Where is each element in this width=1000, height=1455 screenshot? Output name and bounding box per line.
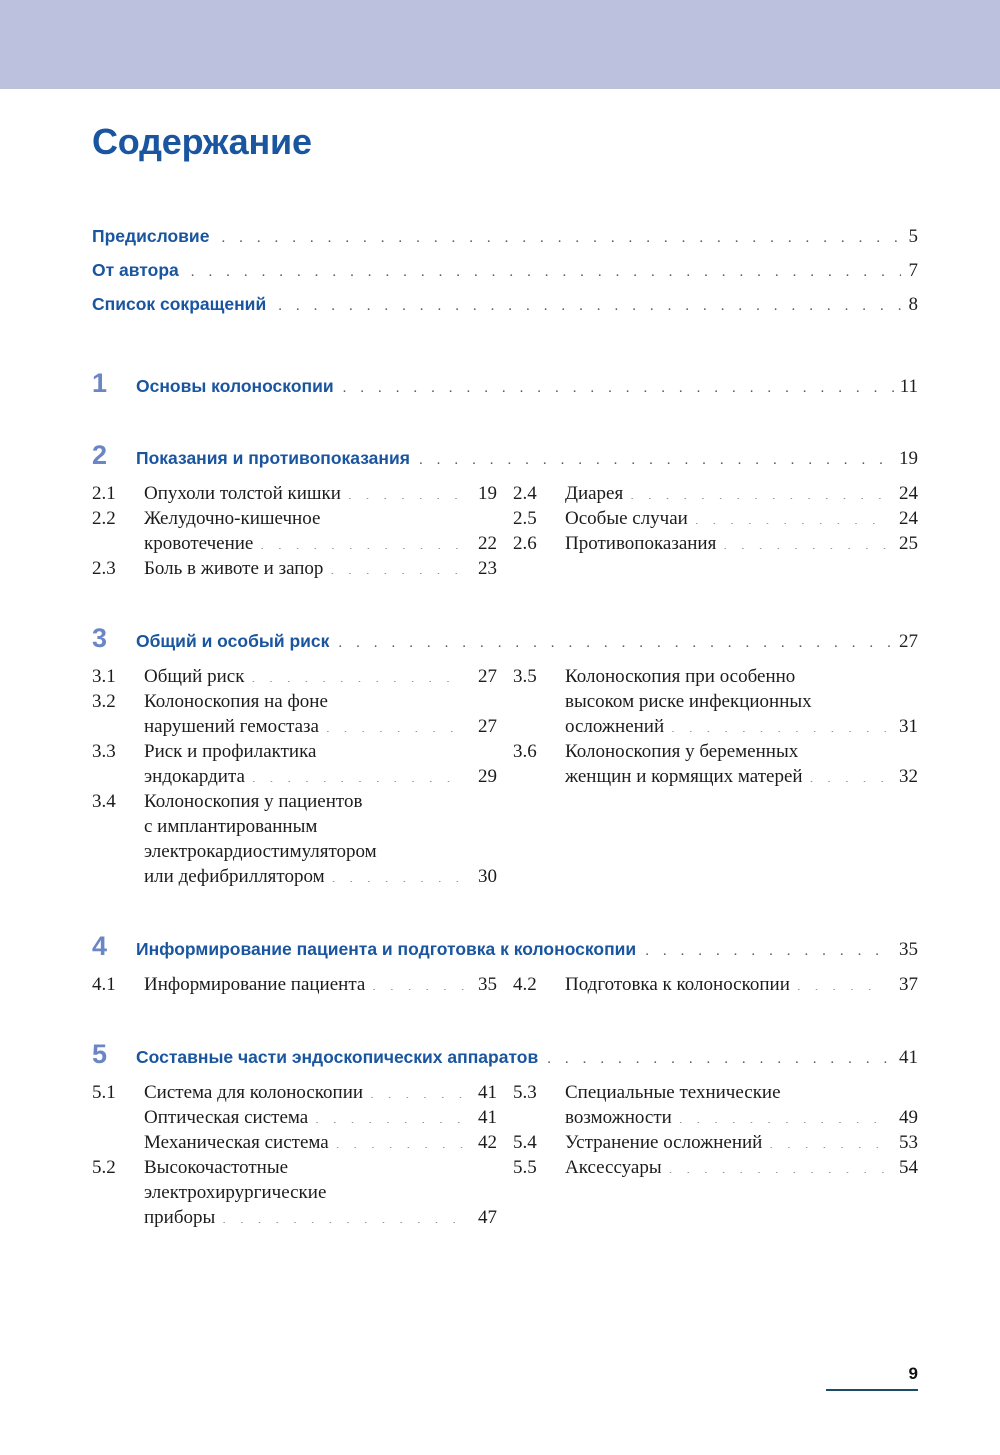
section-title-text: Аксессуары	[565, 1156, 662, 1178]
section-columns	[92, 481, 918, 581]
section-title-text: нарушений гемостаза	[144, 715, 319, 737]
dot-leader	[348, 484, 465, 499]
section-title-line	[565, 739, 918, 764]
section-page-number: 37	[899, 973, 918, 995]
section-title-line	[144, 1155, 497, 1180]
section-title-text: Риск и профилактика	[144, 740, 317, 762]
section-title-text: Устранение осложнений	[565, 1131, 763, 1153]
section-title-line	[144, 1180, 497, 1205]
section-title-text: Колоноскопия у пациентов	[144, 790, 363, 812]
toc-content	[92, 89, 918, 1230]
section-body	[144, 664, 497, 689]
block-gap	[92, 1069, 918, 1080]
section-page-number: 22	[478, 532, 497, 554]
section-body	[144, 972, 497, 997]
chapter-number: 2	[92, 439, 108, 470]
section-number: 5.1	[92, 1081, 116, 1103]
toc-subsection-entry[interactable]	[92, 1130, 497, 1155]
front-matter-label: Предисловие	[92, 225, 210, 246]
section-title-text: Общий риск	[144, 665, 245, 687]
toc-section-entry[interactable]	[92, 1080, 497, 1105]
section-title-line	[144, 839, 497, 864]
block-gap	[92, 398, 918, 442]
dot-leader	[252, 767, 465, 782]
section-title-line	[565, 531, 918, 556]
section-body	[565, 506, 918, 531]
dot-leader	[547, 1051, 894, 1066]
dot-leader	[695, 509, 886, 524]
section-column-right	[513, 481, 918, 581]
section-title-text: электрокардиостимулятором	[144, 840, 377, 862]
dot-leader	[630, 484, 886, 499]
section-body	[144, 739, 497, 789]
section-title-line	[144, 556, 497, 581]
toc-section-entry[interactable]	[513, 1155, 918, 1180]
toc-chapter-entry[interactable]	[92, 439, 918, 470]
toc-section-entry[interactable]	[92, 556, 497, 581]
toc-section-entry[interactable]	[513, 531, 918, 556]
toc-section-entry[interactable]	[513, 1130, 918, 1155]
front-matter-page-number: 5	[908, 225, 918, 247]
chapter-title: Основы колоноскопии	[136, 375, 334, 396]
section-title-text: Специальные технические	[565, 1081, 781, 1103]
toc-section-entry[interactable]	[92, 481, 497, 506]
section-column-left	[92, 1080, 497, 1230]
section-title-line	[565, 1105, 918, 1130]
section-page-number: 41	[478, 1106, 497, 1128]
toc-front-matter-entry[interactable]	[92, 226, 918, 260]
dot-leader	[332, 867, 465, 882]
section-body	[565, 531, 918, 556]
section-page-number: 53	[899, 1131, 918, 1153]
dot-leader	[370, 1083, 465, 1098]
section-number: 5.4	[513, 1131, 537, 1153]
section-title-line	[565, 689, 918, 714]
toc-section-entry[interactable]	[92, 689, 497, 739]
dot-leader	[343, 380, 895, 395]
dot-leader	[769, 1133, 886, 1148]
dot-leader	[326, 717, 465, 732]
section-title-line	[565, 1155, 918, 1180]
toc-chapter-entry[interactable]	[92, 622, 918, 653]
section-title-text: Информирование пациента	[144, 973, 366, 995]
dot-leader	[810, 767, 886, 782]
section-page-number: 47	[478, 1206, 497, 1228]
toc-section-entry[interactable]	[513, 1080, 918, 1130]
section-title-line	[565, 481, 918, 506]
chapter-page-number: 11	[899, 375, 918, 397]
front-matter-page-number: 7	[908, 259, 918, 281]
section-page-number: 27	[478, 665, 497, 687]
section-number: 3.1	[92, 665, 116, 687]
section-number: 2.5	[513, 507, 537, 529]
folio-number: 9	[908, 1364, 918, 1383]
dot-leader	[645, 943, 894, 958]
section-title-text: высоком риске инфекционных	[565, 690, 812, 712]
section-body	[144, 789, 497, 889]
dot-leader	[315, 1108, 465, 1123]
chapter-title: Общий и особый риск	[136, 630, 330, 651]
section-title-text: Оптическая система	[144, 1106, 309, 1128]
section-body	[565, 739, 918, 789]
section-page-number: 27	[478, 715, 497, 737]
section-column-left	[92, 664, 497, 889]
section-page-number: 35	[478, 973, 497, 995]
section-number: 2.1	[92, 482, 116, 504]
section-columns	[92, 1080, 918, 1230]
chapter-title: Информирование пациента и подготовка к колоноскопии	[136, 938, 637, 959]
section-number: 3.4	[92, 790, 116, 812]
toc-chapter-entry[interactable]	[92, 367, 918, 398]
section-number: 2.2	[92, 507, 116, 529]
section-number: 5.2	[92, 1156, 116, 1178]
dot-leader	[260, 534, 465, 549]
section-number: 5.3	[513, 1081, 537, 1103]
section-page-number: 31	[899, 715, 918, 737]
front-matter-list	[92, 226, 918, 328]
section-number: 3.3	[92, 740, 116, 762]
front-matter-label: Список сокращений	[92, 293, 267, 314]
section-title-text: Особые случаи	[565, 507, 688, 529]
section-column-left	[92, 972, 497, 997]
chapter-page-number: 35	[899, 938, 918, 960]
toc-section-entry[interactable]	[513, 481, 918, 506]
block-gap	[92, 653, 918, 664]
dot-leader	[671, 717, 886, 732]
toc-section-entry[interactable]	[92, 739, 497, 789]
chapter-list	[92, 328, 918, 1230]
section-title-text: эндокардита	[144, 765, 245, 787]
chapter-page-number: 27	[899, 630, 918, 652]
section-title-text: Противопоказания	[565, 532, 717, 554]
dot-leader	[336, 1133, 465, 1148]
toc-section-entry[interactable]	[92, 789, 497, 889]
block-gap	[92, 470, 918, 481]
section-page-number: 25	[899, 532, 918, 554]
section-body	[144, 506, 497, 556]
section-body	[144, 1130, 497, 1155]
page-title: Содержание	[92, 121, 312, 162]
block-gap	[92, 961, 918, 972]
folio-rule	[826, 1389, 918, 1391]
section-page-number: 41	[478, 1081, 497, 1103]
dot-leader	[330, 559, 465, 574]
section-body	[144, 556, 497, 581]
section-title-line	[144, 689, 497, 714]
section-number: 2.3	[92, 557, 116, 579]
page-footer	[826, 1365, 918, 1391]
section-body	[144, 689, 497, 739]
block-gap	[92, 997, 918, 1041]
block-gap	[92, 328, 918, 370]
section-title-line	[144, 972, 497, 997]
section-title-text: Диарея	[565, 482, 624, 504]
dot-leader	[679, 1108, 886, 1123]
dot-leader	[278, 298, 902, 313]
dot-leader	[221, 230, 901, 245]
chapter-number: 4	[92, 930, 108, 961]
section-title-line	[565, 764, 918, 789]
dot-leader	[191, 264, 901, 279]
section-page-number: 32	[899, 765, 918, 787]
section-page-number: 19	[478, 482, 497, 504]
section-body	[144, 1080, 497, 1105]
front-matter-label: От автора	[92, 259, 179, 280]
chapter-number: 1	[92, 367, 108, 398]
section-page-number: 54	[899, 1156, 918, 1178]
block-gap	[92, 889, 918, 933]
section-title-line	[144, 664, 497, 689]
section-title-line	[565, 972, 918, 997]
dot-leader	[251, 667, 465, 682]
section-page-number: 49	[899, 1106, 918, 1128]
section-title-text: Система для колоноскопии	[144, 1081, 364, 1103]
section-title-text: осложнений	[565, 715, 665, 737]
section-title-line	[144, 481, 497, 506]
section-number: 2.4	[513, 482, 537, 504]
section-page-number: 42	[478, 1131, 497, 1153]
dot-leader	[669, 1158, 886, 1173]
section-column-left	[92, 481, 497, 581]
section-page-number: 23	[478, 557, 497, 579]
section-number: 5.5	[513, 1156, 537, 1178]
section-number: 4.2	[513, 973, 537, 995]
section-column-right	[513, 972, 918, 997]
toc-chapter-entry[interactable]	[92, 930, 918, 961]
section-title-line	[144, 506, 497, 531]
section-title-line	[144, 714, 497, 739]
section-title-text: Механическая система	[144, 1131, 329, 1153]
section-number: 4.1	[92, 973, 116, 995]
section-title-text: с имплантированным	[144, 815, 318, 837]
dot-leader	[723, 534, 886, 549]
section-title-text: Колоноскопия у беременных	[565, 740, 799, 762]
section-body	[565, 1155, 918, 1180]
section-title-line	[144, 1130, 497, 1155]
toc-section-entry[interactable]	[513, 506, 918, 531]
toc-section-entry[interactable]	[92, 1155, 497, 1230]
section-title-text: кровотечение	[144, 532, 254, 554]
section-title-line	[144, 864, 497, 889]
section-title-line	[565, 1080, 918, 1105]
section-columns	[92, 664, 918, 889]
section-title-text: приборы	[144, 1206, 216, 1228]
toc-section-entry[interactable]	[92, 972, 497, 997]
section-body	[144, 1105, 497, 1130]
toc-front-matter-entry[interactable]	[92, 260, 918, 294]
section-title-line	[565, 714, 918, 739]
chapter-title: Показания и противопоказания	[136, 447, 410, 468]
section-title-text: Высокочастотные	[144, 1156, 289, 1178]
toc-section-entry[interactable]	[92, 506, 497, 556]
front-matter-page-number: 8	[908, 293, 918, 315]
section-title-line	[565, 664, 918, 689]
dot-leader	[372, 975, 465, 990]
section-title-line	[144, 1080, 497, 1105]
toc-section-entry[interactable]	[513, 739, 918, 789]
section-page-number: 30	[478, 865, 497, 887]
header-band	[0, 0, 1000, 89]
section-columns	[92, 972, 918, 997]
section-title-line	[144, 764, 497, 789]
section-title-text: Опухоли толстой кишки	[144, 482, 341, 504]
section-title-line	[144, 814, 497, 839]
section-title-text: возможности	[565, 1106, 672, 1128]
section-body	[565, 664, 918, 739]
toc-chapter-entry[interactable]	[92, 1038, 918, 1069]
toc-subsection-entry[interactable]	[92, 1105, 497, 1130]
dot-leader	[222, 1208, 465, 1223]
section-body	[565, 972, 918, 997]
section-number: 3.6	[513, 740, 537, 762]
section-title-line	[565, 1130, 918, 1155]
section-title-text: Колоноскопия при особенно	[565, 665, 796, 687]
section-title-line	[144, 739, 497, 764]
section-title-line	[565, 506, 918, 531]
chapter-number: 3	[92, 622, 108, 653]
section-column-right	[513, 1080, 918, 1230]
section-title-line	[144, 789, 497, 814]
toc-front-matter-entry[interactable]	[92, 294, 918, 328]
section-title-text: женщин и кормящих матерей	[565, 765, 803, 787]
chapter-title: Составные части эндоскопических аппаратов	[136, 1046, 539, 1067]
section-title-line	[144, 1105, 497, 1130]
section-title-text: электрохирургические	[144, 1181, 327, 1203]
section-body	[144, 481, 497, 506]
section-title-text: Подготовка к колоноскопии	[565, 973, 790, 995]
section-body	[565, 1080, 918, 1130]
block-gap	[92, 581, 918, 625]
dot-leader	[338, 635, 894, 650]
dot-leader	[797, 975, 886, 990]
toc-section-entry[interactable]	[92, 664, 497, 689]
section-page-number: 24	[899, 482, 918, 504]
section-number: 3.5	[513, 665, 537, 687]
section-page-number: 29	[478, 765, 497, 787]
section-page-number: 24	[899, 507, 918, 529]
section-number: 3.2	[92, 690, 116, 712]
section-body	[144, 1155, 497, 1230]
section-body	[565, 1130, 918, 1155]
section-title-line	[144, 1205, 497, 1230]
toc-section-entry[interactable]	[513, 972, 918, 997]
chapter-page-number: 41	[899, 1046, 918, 1068]
section-title-line	[144, 531, 497, 556]
toc-section-entry[interactable]	[513, 664, 918, 739]
dot-leader	[419, 452, 894, 467]
chapter-page-number: 19	[899, 447, 918, 469]
section-title-text: или дефибриллятором	[144, 865, 325, 887]
section-title-text: Колоноскопия на фоне	[144, 690, 328, 712]
section-title-text: Боль в животе и запор	[144, 557, 324, 579]
section-body	[565, 481, 918, 506]
section-column-right	[513, 664, 918, 889]
section-title-text: Желудочно-кишечное	[144, 507, 321, 529]
section-number: 2.6	[513, 532, 537, 554]
chapter-number: 5	[92, 1038, 108, 1069]
